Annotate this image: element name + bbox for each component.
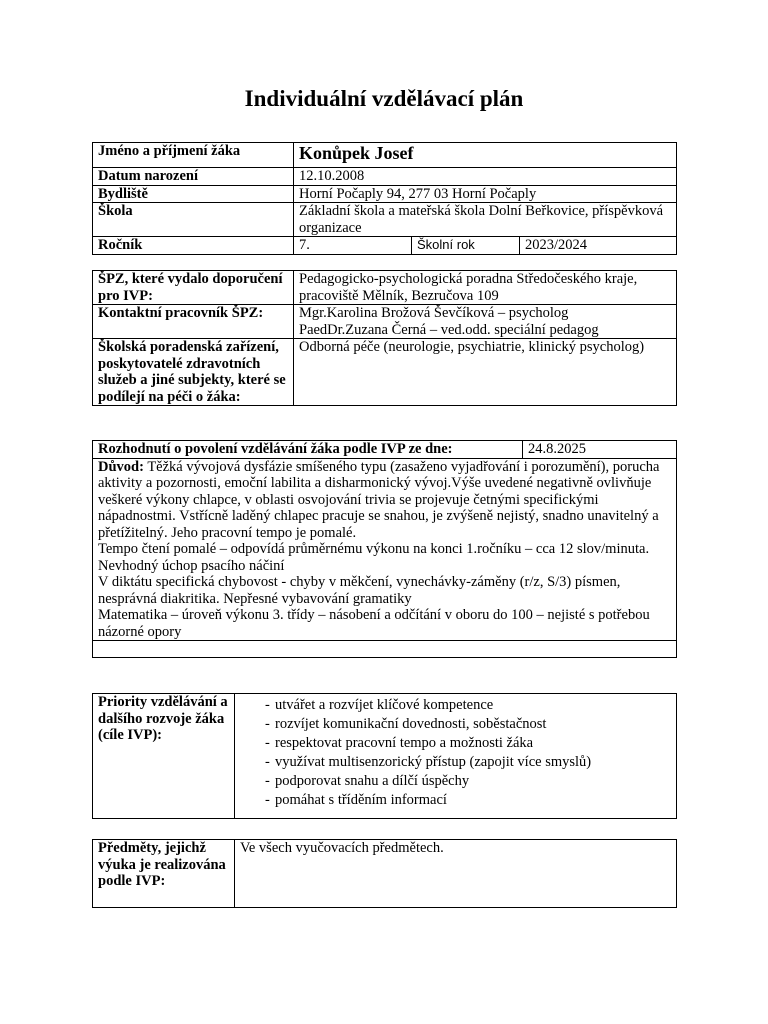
name-label: Jméno a příjmení žáka	[93, 143, 294, 168]
decision-table	[92, 440, 677, 658]
subjects-value: Ve všech vyučovacích předmětech.	[235, 840, 677, 908]
dob-value: 12.10.2008	[294, 168, 677, 186]
list-item	[240, 753, 671, 772]
page-title: Individuální vzdělávací plán	[244, 86, 524, 111]
school-year-label: Školní rok	[412, 237, 520, 255]
table-row	[93, 168, 677, 186]
priority-text: utvářet a rozvíjet klíčové kompetence	[275, 697, 494, 713]
grade-value: 7.	[294, 237, 412, 255]
address-value: Horní Počaply 94, 277 03 Horní Počaply	[294, 185, 677, 203]
school-value: Základní škola a mateřská škola Dolní Beřkovice, příspěvková organizace	[294, 203, 677, 237]
table-row	[93, 305, 677, 339]
table-row	[93, 271, 677, 305]
subjects-table	[92, 839, 677, 908]
table-row	[93, 441, 677, 459]
table-row	[93, 458, 677, 641]
list-item	[240, 772, 671, 791]
reason-text-5: Matematika – úroveň výkonu 3. třídy – násobení a odčítání v oboru do 100 – nejisté s potřebou názorné opory	[98, 607, 650, 640]
reason-paragraph	[98, 459, 671, 542]
decision-date: 24.8.2025	[523, 441, 677, 459]
priority-text: pomáhat s tříděním informací	[275, 792, 447, 808]
dash-marker: -	[265, 792, 270, 808]
table-row	[93, 237, 677, 255]
dash-marker: -	[265, 735, 270, 751]
dash-marker: -	[265, 773, 270, 789]
priorities-list	[240, 696, 671, 810]
school-label: Škola	[93, 203, 294, 237]
reason-cell	[93, 458, 677, 641]
table-row	[93, 641, 677, 658]
list-item	[240, 696, 671, 715]
reason-text-1: Těžká vývojová dysfázie smíšeného typu (zasaženo vyjadřování i porozumění), porucha aktivity a pozornosti, emoční labilita a disharmonický vývoj.Výše uvedené negativně ovlivňuje veškeré výkony chlapce, v oblasti osvojování trivia se projevuje četnými specifickými nápadnostmi. Vstřícně laděný chlapec pracuje se snahou, je zvýšeně nejistý, snadno unavitelný a přetížitelný. Jeho pracovní tempo je pomalé.	[98, 458, 660, 541]
table-row	[93, 694, 677, 819]
contact-value	[294, 305, 677, 339]
student-name: Konůpek Josef	[294, 143, 677, 168]
table-row	[93, 339, 677, 406]
dob-label: Datum narození	[93, 168, 294, 186]
subjects-label: Předměty, jejichž výuka je realizována podle IVP:	[93, 840, 235, 908]
contact-person-1: Mgr.Karolina Brožová Ševčíková – psycholog	[299, 305, 569, 321]
spz-table	[92, 270, 677, 406]
priorities-label: Priority vzdělávání a dalšího rozvoje žáka (cíle IVP):	[93, 694, 235, 819]
table-row	[93, 840, 677, 908]
table-row	[93, 143, 677, 168]
priorities-table	[92, 693, 677, 819]
decision-label: Rozhodnutí o povolení vzdělávání žáka podle IVP ze dne:	[93, 441, 523, 459]
grade-label: Ročník	[93, 237, 294, 255]
list-item	[240, 715, 671, 734]
dash-marker: -	[265, 754, 270, 770]
list-item	[240, 791, 671, 810]
priority-text: respektovat pracovní tempo a možnosti žáka	[275, 735, 534, 751]
priority-text: využívat multisenzorický přístup (zapojit více smyslů)	[275, 754, 592, 770]
student-info-table	[92, 142, 677, 255]
priority-text: rozvíjet komunikační dovednosti, soběstačnost	[275, 716, 547, 732]
reason-text-2: Tempo čtení pomalé – odpovídá průměrnému výkonu na konci 1.ročníku – cca 12 slov/minuta.	[98, 541, 650, 557]
priority-text: podporovat snahu a dílčí úspěchy	[275, 773, 470, 789]
spz-value: Pedagogicko-psychologická poradna Středočeského kraje, pracoviště Mělník, Bezručova 109	[294, 271, 677, 305]
dash-marker: -	[265, 716, 270, 732]
spz-label: ŠPZ, které vydalo doporučení pro IVP:	[93, 271, 294, 305]
address-label: Bydliště	[93, 185, 294, 203]
reason-label: Důvod:	[98, 458, 144, 475]
contact-label: Kontaktní pracovník ŠPZ:	[93, 305, 294, 339]
facilities-value: Odborná péče (neurologie, psychiatrie, klinický psycholog)	[294, 339, 677, 406]
facilities-label: Školská poradenská zařízení, poskytovatelé zdravotních služeb a jiné subjekty, které se podílejí na péči o žáka:	[93, 339, 294, 406]
table-row	[93, 185, 677, 203]
school-year-value: 2023/2024	[520, 237, 677, 255]
table-row	[93, 203, 677, 237]
contact-person-2: PaedDr.Zuzana Černá – ved.odd. speciální pedagog	[299, 321, 599, 338]
reason-text-4: V diktátu specifická chybovost - chyby v měkčení, vynechávky-záměny (r/z, S/3) písmen, nesprávná diakritika. Nepřesné vybavování gramatiky	[98, 574, 621, 607]
dash-marker: -	[265, 697, 270, 713]
priorities-cell	[235, 694, 677, 819]
reason-text-3: Nevhodný úchop psacího náčiní	[98, 557, 285, 574]
empty-cell	[93, 641, 677, 658]
list-item	[240, 734, 671, 753]
